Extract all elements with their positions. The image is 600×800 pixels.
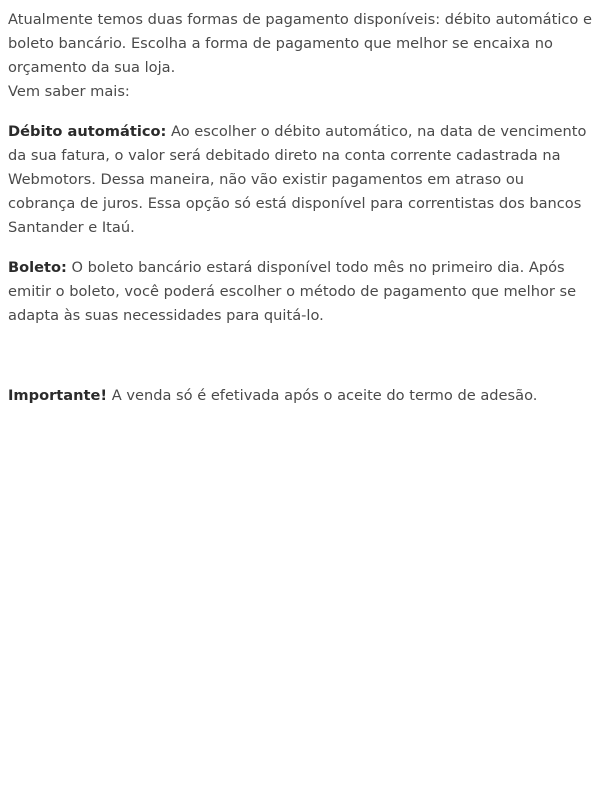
boleto-text: O boleto bancário estará disponível todo mês no primeiro dia. Após emitir o boleto, você poderá escolher o método de pagamento que melhor se adapta às suas necessidades para quitá-lo.	[8, 259, 577, 324]
spacer	[8, 344, 592, 384]
debito-automatico-text: Ao escolher o débito automático, na data de vencimento da sua fatura, o valor será debitado direto na conta corrente cadastrada na Webmotors. Dessa maneira, não vão existir pagamentos em atraso ou cobrança de juros. Essa opção só está disponível para correntistas dos bancos Santander e Itaú.	[8, 123, 587, 236]
importante-label: Importante!	[8, 387, 108, 404]
intro-paragraph	[8, 8, 592, 104]
importante-text: A venda só é efetivada após o aceite do termo de adesão.	[111, 387, 538, 404]
intro-more-text: Vem saber mais:	[8, 83, 130, 100]
intro-text: Atualmente temos duas formas de pagamento disponíveis: débito automático e boleto bancário. Escolha a forma de pagamento que melhor se encaixa no orçamento da sua loja.	[8, 11, 592, 76]
importante-paragraph	[8, 384, 592, 408]
debito-automatico-label: Débito automático:	[8, 123, 167, 140]
boleto-label: Boleto:	[8, 259, 67, 276]
boleto-paragraph	[8, 256, 592, 328]
debito-automatico-paragraph	[8, 120, 592, 240]
